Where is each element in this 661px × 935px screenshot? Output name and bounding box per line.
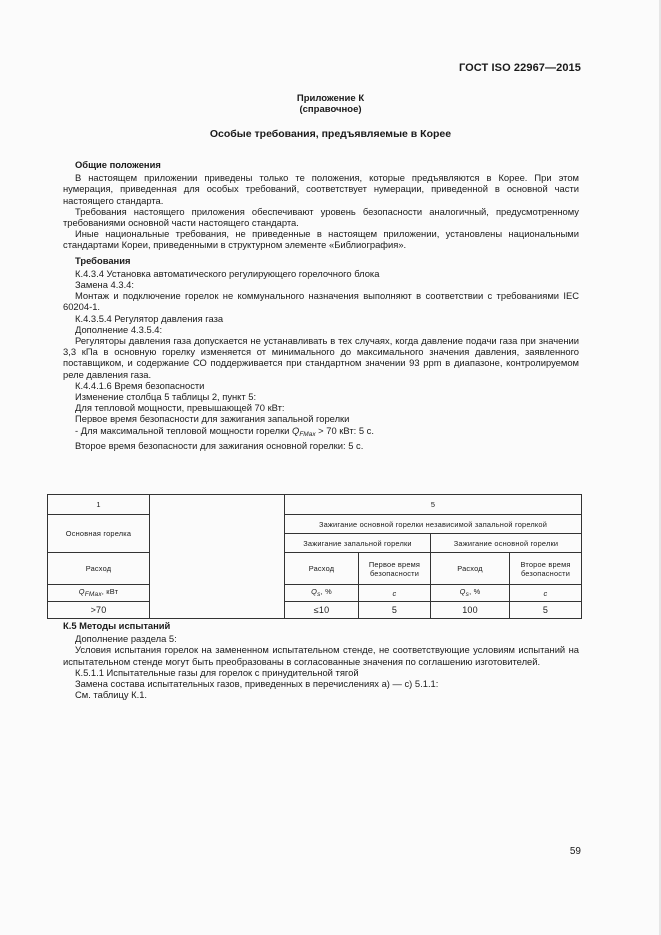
- main-burner-header: Основная горелка: [48, 515, 150, 553]
- paragraph: Монтаж и подключение горелок не коммунального назначения выполняют в соответствии с требованиями IEC 60204-1.: [63, 290, 579, 313]
- clause-line: Замена 4.3.4:: [75, 279, 134, 291]
- appendix-title: Приложение К: [296, 93, 365, 104]
- unit-symbol: Q: [311, 587, 318, 596]
- clause-line: Первое время безопасности для зажигания запальной горелки: [75, 413, 350, 425]
- independent-ignition-header: Зажигание основной горелки независимой запальной горелкой: [285, 515, 582, 534]
- clause-line: Изменение столбца 5 таблицы 2, пункт 5:: [75, 391, 257, 403]
- flow-header: Расход: [285, 553, 359, 585]
- clause-line: Замена состава испытательных газов, приведенных в перечислениях а) — с) 5.1.1:: [75, 678, 439, 690]
- clause-line: Дополнение раздела 5:: [75, 633, 177, 645]
- table-row: [48, 495, 582, 515]
- appendix-subtitle: (справочное): [299, 104, 362, 115]
- paragraph: Иные национальные требования, не приведенные в настоящем приложении, установлены национальными стандартами Кореи, приведенными в структурном элементе «Библиография».: [63, 228, 579, 251]
- paragraph: Требования настоящего приложения обеспечивают уровень безопасности аналогичный, предусмотренному требованиями основной части настоящего стандарта.: [63, 205, 579, 229]
- body-bottom: [63, 620, 579, 700]
- formula-subscript: FMax: [299, 430, 316, 438]
- unit-cell: [431, 585, 510, 602]
- pilot-ignition-header: Зажигание запальной горелки: [285, 534, 431, 553]
- document-title: Особые требования, предъявляемые в Корее: [209, 128, 452, 140]
- formula-symbol: Q: [292, 424, 300, 436]
- page-number: 59: [569, 846, 581, 857]
- value-cell: 100: [431, 602, 510, 619]
- clause-line: Второе время безопасности для зажигания основной горелки: 5 с.: [75, 439, 364, 451]
- paragraph: Условия испытания горелок на замененном испытательном стенде, не соответствующие условиям испытаний на испытательном стенде могут быть преобразованы в согласованные значения по соглашению изготовителей.: [63, 644, 579, 667]
- clause-line-formula: [63, 425, 579, 440]
- unit-cell: с: [510, 585, 582, 602]
- table-row: [48, 553, 582, 585]
- unit-cell: [48, 585, 150, 602]
- clause-line: См. таблицу К.1.: [75, 689, 148, 701]
- formula-suffix: > 70 кВт: 5 с.: [315, 424, 374, 436]
- unit-subscript: FMax: [84, 591, 102, 598]
- value-cell: 5: [359, 602, 431, 619]
- unit-subscript: s: [317, 591, 321, 598]
- main-ignition-header: Зажигание основной горелки: [431, 534, 582, 553]
- unit-symbol: Q: [78, 587, 85, 596]
- first-safety-time-header: Первое время безопасности: [359, 553, 431, 585]
- table-row: [48, 585, 582, 602]
- section-heading-test-methods: К.5 Методы испытаний: [63, 620, 171, 631]
- unit-cell: с: [359, 585, 431, 602]
- safety-time-table: [47, 494, 582, 619]
- clause-line: К.4.3.5.4 Регулятор давления газа: [75, 312, 224, 324]
- clause-line: Дополнение 4.3.5.4:: [75, 323, 163, 335]
- standard-code: ГОСТ ISO 22967—2015: [458, 62, 581, 74]
- clause-line: К.5.1.1 Испытательные газы для горелок с принудительной тягой: [75, 666, 359, 678]
- flow-header: Расход: [431, 553, 510, 585]
- unit-suffix: , %: [320, 587, 332, 596]
- unit-subscript: s: [465, 591, 470, 598]
- flow-header: Расход: [48, 553, 150, 585]
- clause-line: Для тепловой мощности, превышающей 70 кВт:: [75, 402, 285, 414]
- unit-symbol: Q: [459, 587, 466, 596]
- second-safety-time-header: Второе время безопасности: [510, 553, 582, 585]
- column-number-1: 1: [48, 495, 150, 515]
- appendix-heading: [0, 93, 661, 115]
- table-row: [48, 602, 582, 619]
- unit-suffix: , кВт: [101, 587, 119, 596]
- clause-line: К.4.3.4 Установка автоматического регулирующего горелочного блока: [75, 267, 380, 279]
- formula-prefix: - Для максимальной тепловой мощности горелки: [75, 424, 293, 436]
- table-empty-cell: [150, 495, 285, 619]
- body-top: [63, 159, 579, 451]
- clause-line: К.4.4.1.6 Время безопасности: [75, 379, 205, 391]
- paragraph: В настоящем приложении приведены только те положения, которые предъявляются в Корее. При этом нумерация, приведенная для особых требований, соответствует нумерации, приведенной в основной части настоящего стандарта.: [63, 172, 579, 206]
- unit-cell: [285, 585, 359, 602]
- unit-suffix: , %: [469, 587, 481, 596]
- value-cell: 5: [510, 602, 582, 619]
- column-number-5: 5: [285, 495, 582, 515]
- section-heading-requirements: Требования: [75, 254, 131, 266]
- value-cell: ≤10: [285, 602, 359, 619]
- paragraph: Регуляторы давления газа допускается не устанавливать в тех случаях, когда давление подачи газа при значении 3,3 кПа в основную горелку изменяется от минимального до максимального значения давления, заявленного поставщиком, и содержание СО поддерживается при стандартном значении 93 ppm в диапазоне, контролируемом реле давления газа.: [63, 335, 579, 380]
- table-row: [48, 515, 582, 534]
- section-heading-general: Общие положения: [75, 159, 161, 170]
- value-cell: >70: [48, 602, 150, 619]
